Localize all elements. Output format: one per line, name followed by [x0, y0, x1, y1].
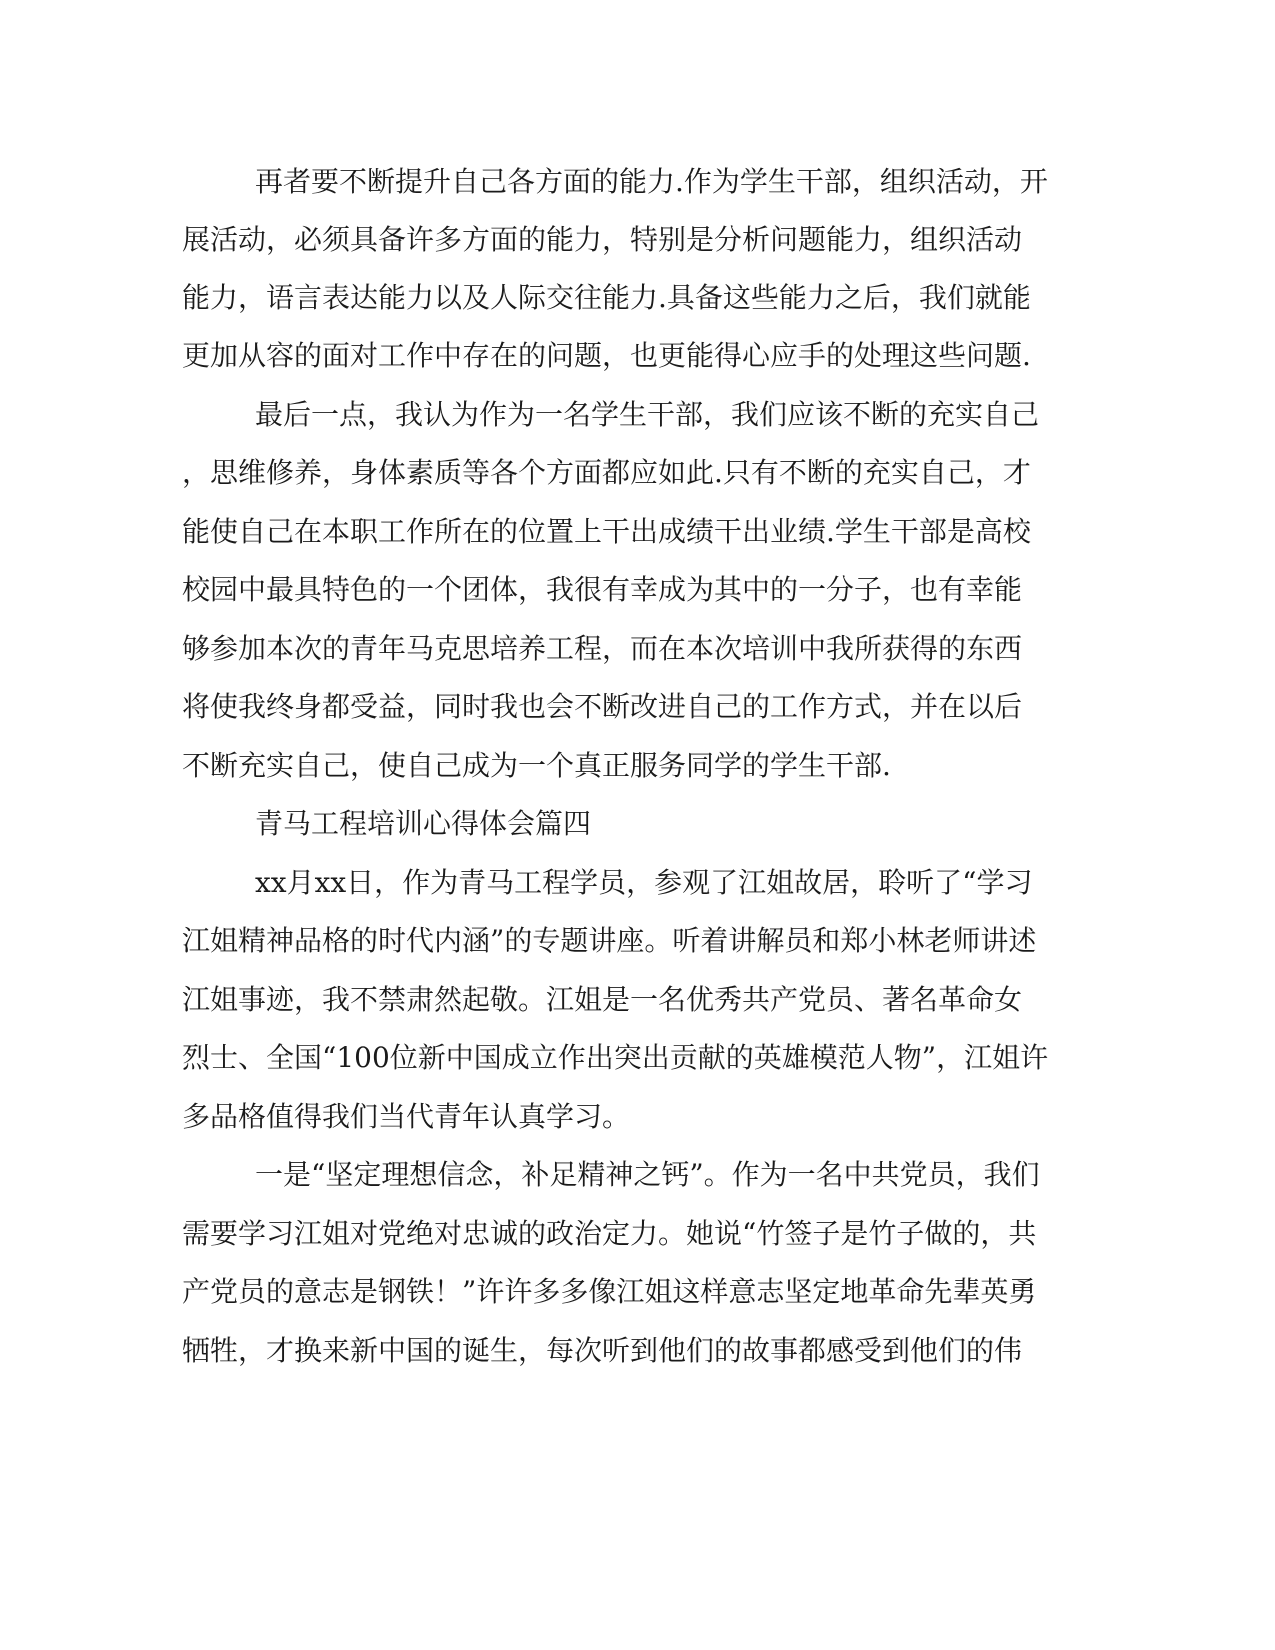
section-heading: 青马工程培训心得体会篇四 — [255, 807, 592, 840]
text-line: 展活动，必须具备许多方面的能力，特别是分析问题能力，组织活动 — [182, 223, 1023, 256]
text-line: 多品格值得我们当代青年认真学习。 — [182, 1100, 631, 1133]
text-line: 产党员的意志是钢铁！”许许多多像江姐这样意志坚定地革命先辈英勇 — [182, 1275, 1037, 1308]
text-line: xx月xx日，作为青马工程学员，参观了江姐故居，聆听了“学习 — [255, 866, 1033, 899]
text-line: 能使自己在本职工作所在的位置上干出成绩干出业绩.学生干部是高校 — [182, 515, 1031, 548]
text-line: 校园中最具特色的一个团体，我很有幸成为其中的一分子，也有幸能 — [182, 573, 1023, 606]
text-line: 江姐精神品格的时代内涵”的专题讲座。听着讲解员和郑小林老师讲述 — [182, 924, 1037, 957]
text-line: 能力，语言表达能力以及人际交往能力.具备这些能力之后，我们就能 — [182, 281, 1031, 314]
text-line: 不断充实自己，使自己成为一个真正服务同学的学生干部. — [182, 749, 891, 782]
text-line: 需要学习江姐对党绝对忠诚的政治定力。她说“竹签子是竹子做的，共 — [182, 1217, 1037, 1250]
text-line: ，思维修养，身体素质等各个方面都应如此.只有不断的充实自己，才 — [182, 456, 1031, 489]
text-line: 一是“坚定理想信念，补足精神之钙”。作为一名中共党员，我们 — [255, 1158, 1040, 1191]
text-line: 更加从容的面对工作中存在的问题，也更能得心应手的处理这些问题. — [182, 339, 1031, 372]
text-line: 烈士、全国“100位新中国成立作出突出贡献的英雄模范人物”，江姐许 — [182, 1041, 1049, 1074]
text-line: 牺牲，才换来新中国的诞生，每次听到他们的故事都感受到他们的伟 — [182, 1334, 1023, 1367]
text-line: 将使我终身都受益，同时我也会不断改进自己的工作方式，并在以后 — [182, 690, 1023, 723]
text-line: 再者要不断提升自己各方面的能力.作为学生干部，组织活动，开 — [255, 165, 1048, 198]
text-line: 最后一点，我认为作为一名学生干部，我们应该不断的充实自己 — [255, 398, 1040, 431]
text-line: 够参加本次的青年马克思培养工程，而在本次培训中我所获得的东西 — [182, 632, 1023, 665]
text-line: 江姐事迹，我不禁肃然起敬。江姐是一名优秀共产党员、著名革命女 — [182, 983, 1023, 1016]
